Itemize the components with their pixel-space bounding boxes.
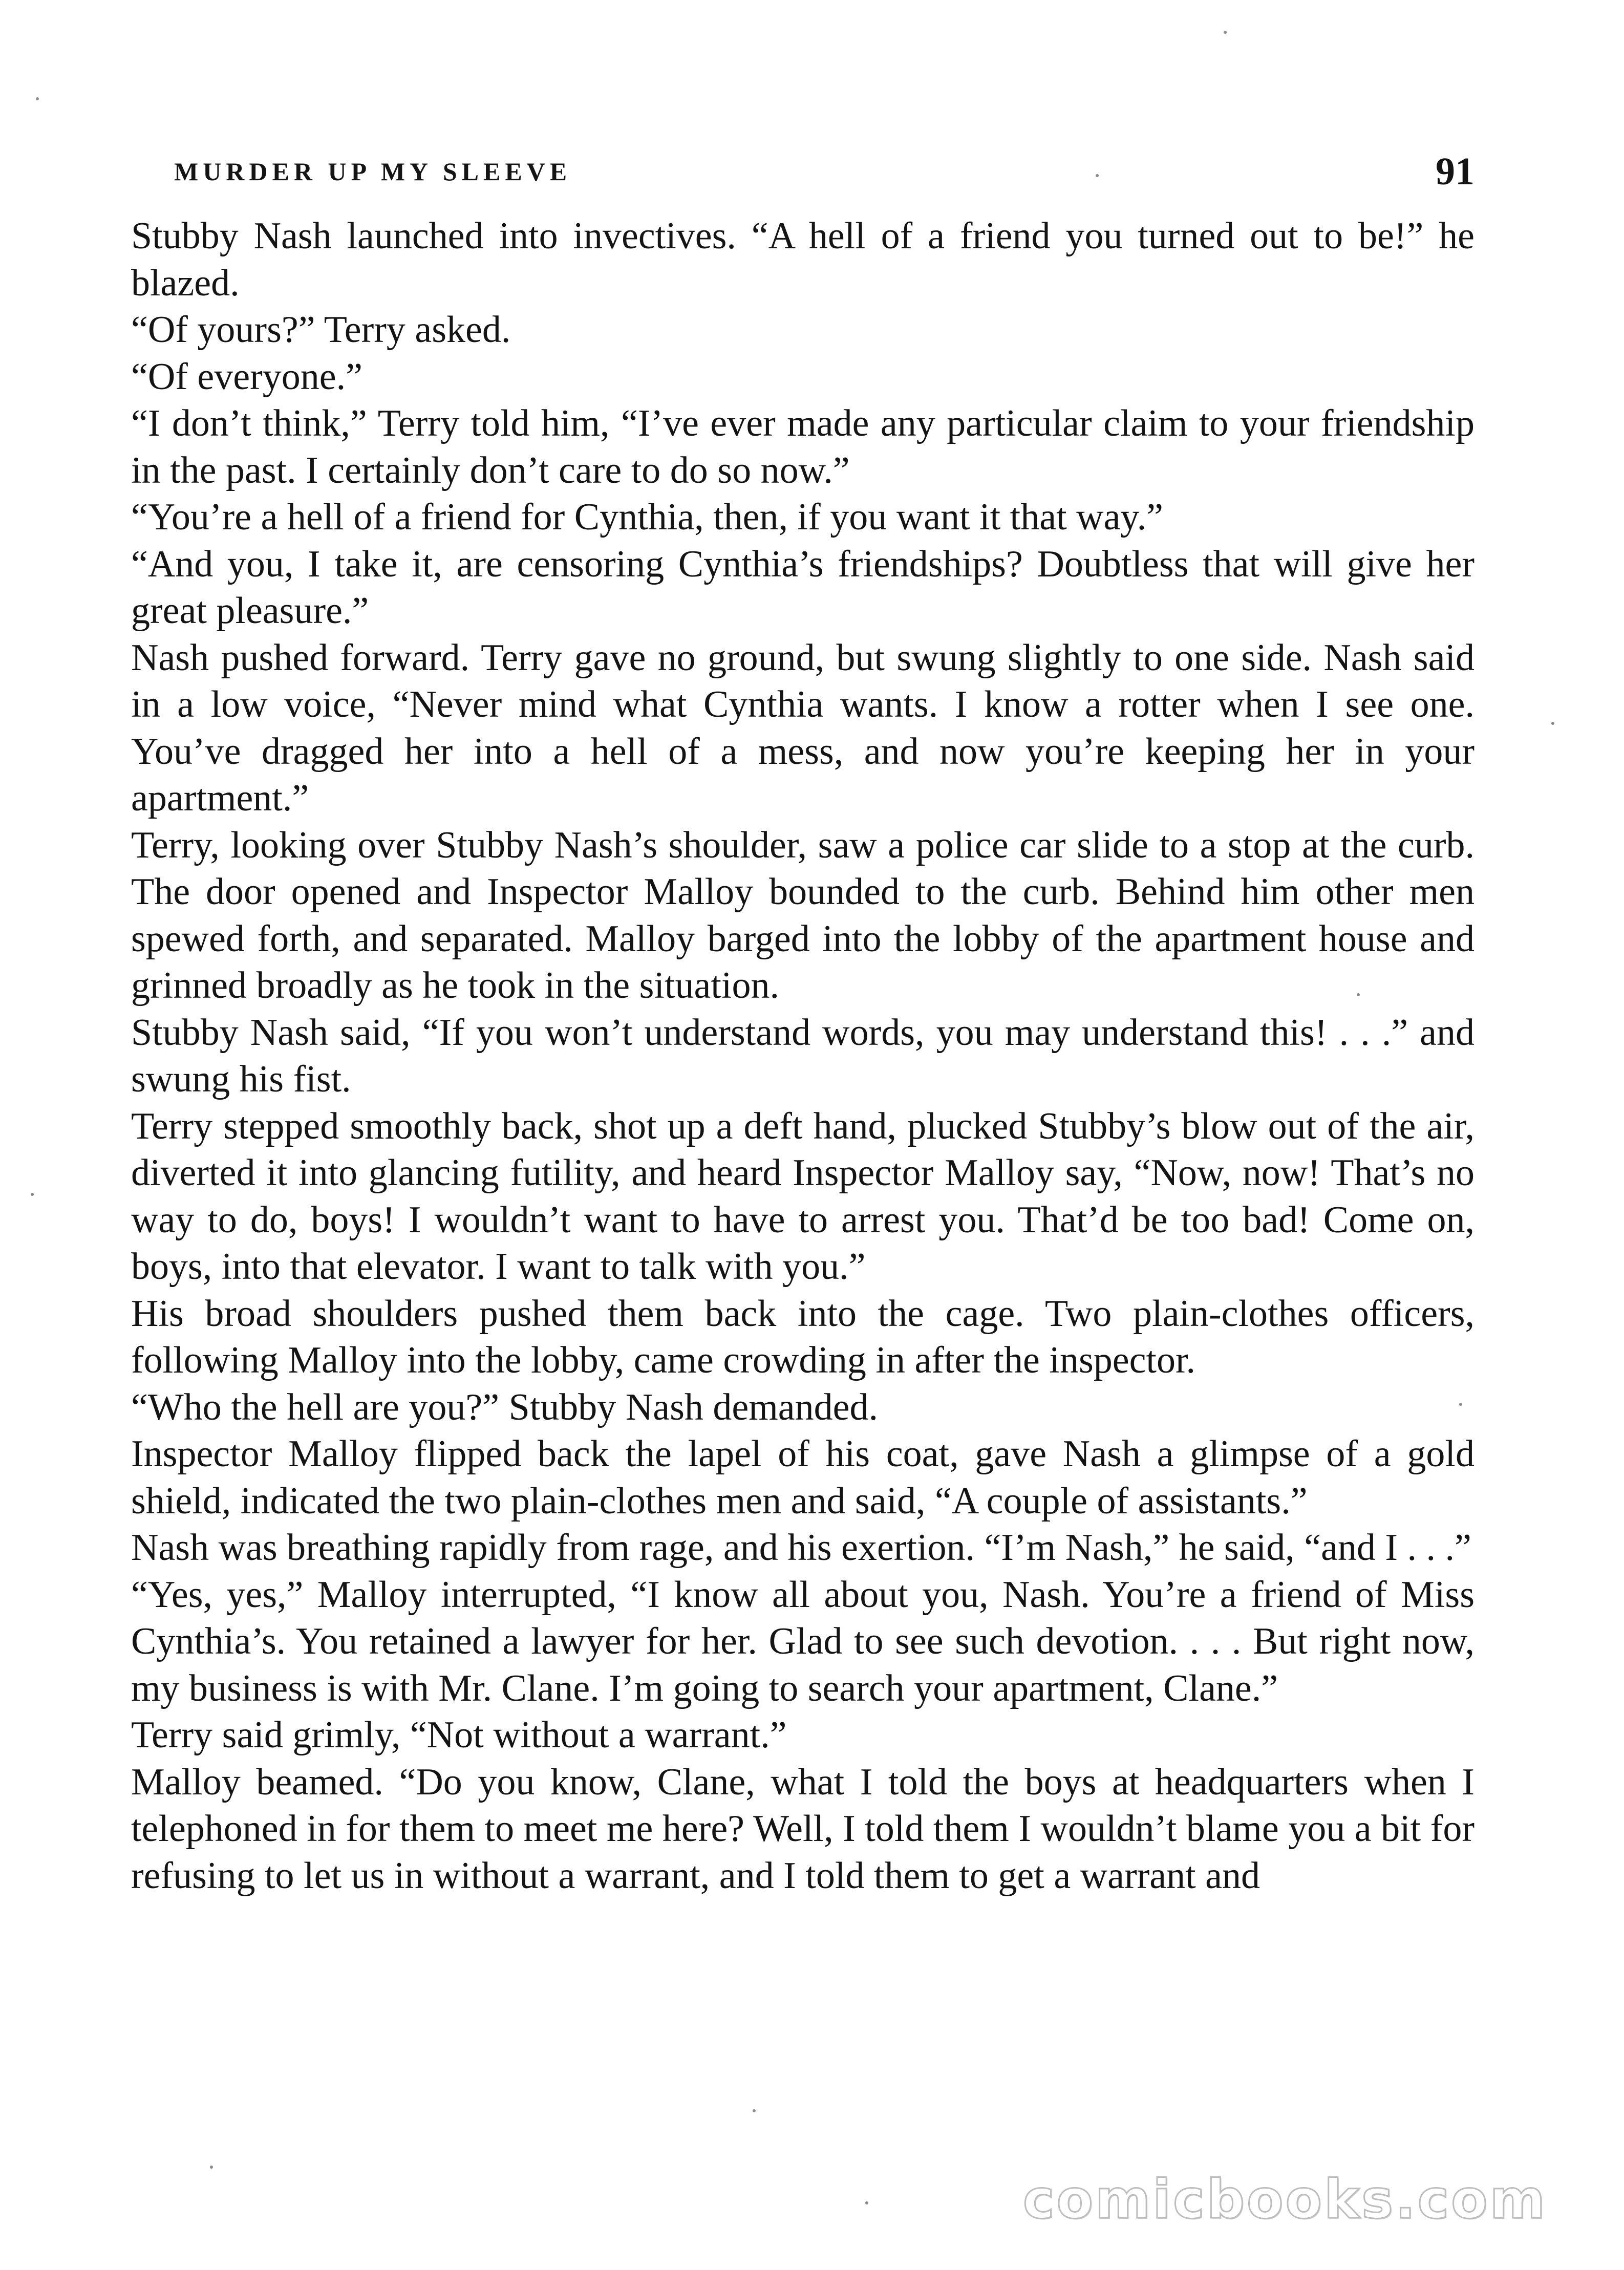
print-speck bbox=[865, 2201, 868, 2204]
print-speck bbox=[210, 2166, 213, 2169]
book-title: MURDER UP MY SLEEVE bbox=[174, 157, 572, 186]
paragraph: “Of yours?” Terry asked. bbox=[131, 309, 511, 351]
watermark-logo: comicbooks.com bbox=[1022, 2168, 1547, 2231]
page-number: 91 bbox=[1436, 150, 1475, 193]
paragraph: Stubby Nash said, “If you won’t understand words, you may understand this! . . .” and swung his fist. bbox=[131, 1011, 1475, 1100]
paragraph: Terry said grimly, “Not without a warrant.” bbox=[131, 1714, 787, 1756]
print-speck bbox=[1357, 993, 1360, 996]
paragraph: Stubby Nash launched into invectives. “A hell of a friend you turned out to be!” he blazed. bbox=[131, 215, 1475, 304]
paragraph: His broad shoulders pushed them back into the cage. Two plain-clothes officers, following Malloy into the lobby, came crowding in after the inspector. bbox=[131, 1292, 1475, 1381]
paragraph: Terry, looking over Stubby Nash’s shoulder, saw a police car slide to a stop at the curb. The door opened and Inspector Malloy bounded to the curb. Behind him other men spewed forth, and separated. Malloy barged into the lobby of the apartment house and grinned broadly as he took in the situation. bbox=[131, 824, 1475, 1006]
print-speck bbox=[36, 97, 39, 100]
print-speck bbox=[753, 2109, 756, 2112]
paragraph: Inspector Malloy flipped back the lapel of his coat, gave Nash a glimpse of a gold shield, indicated the two plain-clothes men and said, “A couple of assistants.” bbox=[131, 1433, 1475, 1522]
paragraph: Nash pushed forward. Terry gave no ground, but swung slightly to one side. Nash said in a low voice, “Never mind what Cynthia wants. I know a rotter when I see one. You’ve dragged her into a hell of a mess, and now you’re keeping her in your apartment.” bbox=[131, 636, 1475, 819]
print-speck bbox=[1096, 174, 1099, 177]
paragraph: “Yes, yes,” Malloy interrupted, “I know all about you, Nash. You’re a friend of Miss Cynthia’s. You retained a lawyer for her. Glad to see such devotion. . . . But right now, my business is with Mr. Clane. I’m going to search your apartment, Clane.” bbox=[131, 1573, 1475, 1709]
body-text bbox=[131, 213, 1475, 1899]
paragraph: “Who the hell are you?” Stubby Nash demanded. bbox=[131, 1386, 878, 1428]
print-speck bbox=[1551, 722, 1554, 725]
paragraph: “I don’t think,” Terry told him, “I’ve ever made any particular claim to your friendship in the past. I certainly don’t care to do so now.” bbox=[131, 402, 1475, 491]
running-head bbox=[174, 150, 1475, 199]
paragraph: Nash was breathing rapidly from rage, and his exertion. “I’m Nash,” he said, “and I . . .” bbox=[131, 1527, 1471, 1569]
paragraph: Terry stepped smoothly back, shot up a deft hand, plucked Stubby’s blow out of the air, diverted it into glancing futility, and heard Inspector Malloy say, “Now, now! That’s no way to do, boys! I wouldn’t want to have to arrest you. That’d be too bad! Come on, boys, into that elevator. I want to talk with you.” bbox=[131, 1105, 1475, 1288]
paragraph: “Of everyone.” bbox=[131, 355, 362, 398]
paragraph: “And you, I take it, are censoring Cynthia’s friendships? Doubtless that will give her great pleasure.” bbox=[131, 543, 1475, 632]
print-speck bbox=[31, 1193, 34, 1196]
print-speck bbox=[1459, 1403, 1462, 1406]
print-speck bbox=[1224, 31, 1227, 34]
paragraph: Malloy beamed. “Do you know, Clane, what I told the boys at headquarters when I telephoned in for them to meet me here? Well, I told them I wouldn’t blame you a bit for refusing to let us in without a warrant, and I told them to get a warrant and bbox=[131, 1761, 1475, 1897]
paragraph: “You’re a hell of a friend for Cynthia, then, if you want it that way.” bbox=[131, 496, 1163, 538]
